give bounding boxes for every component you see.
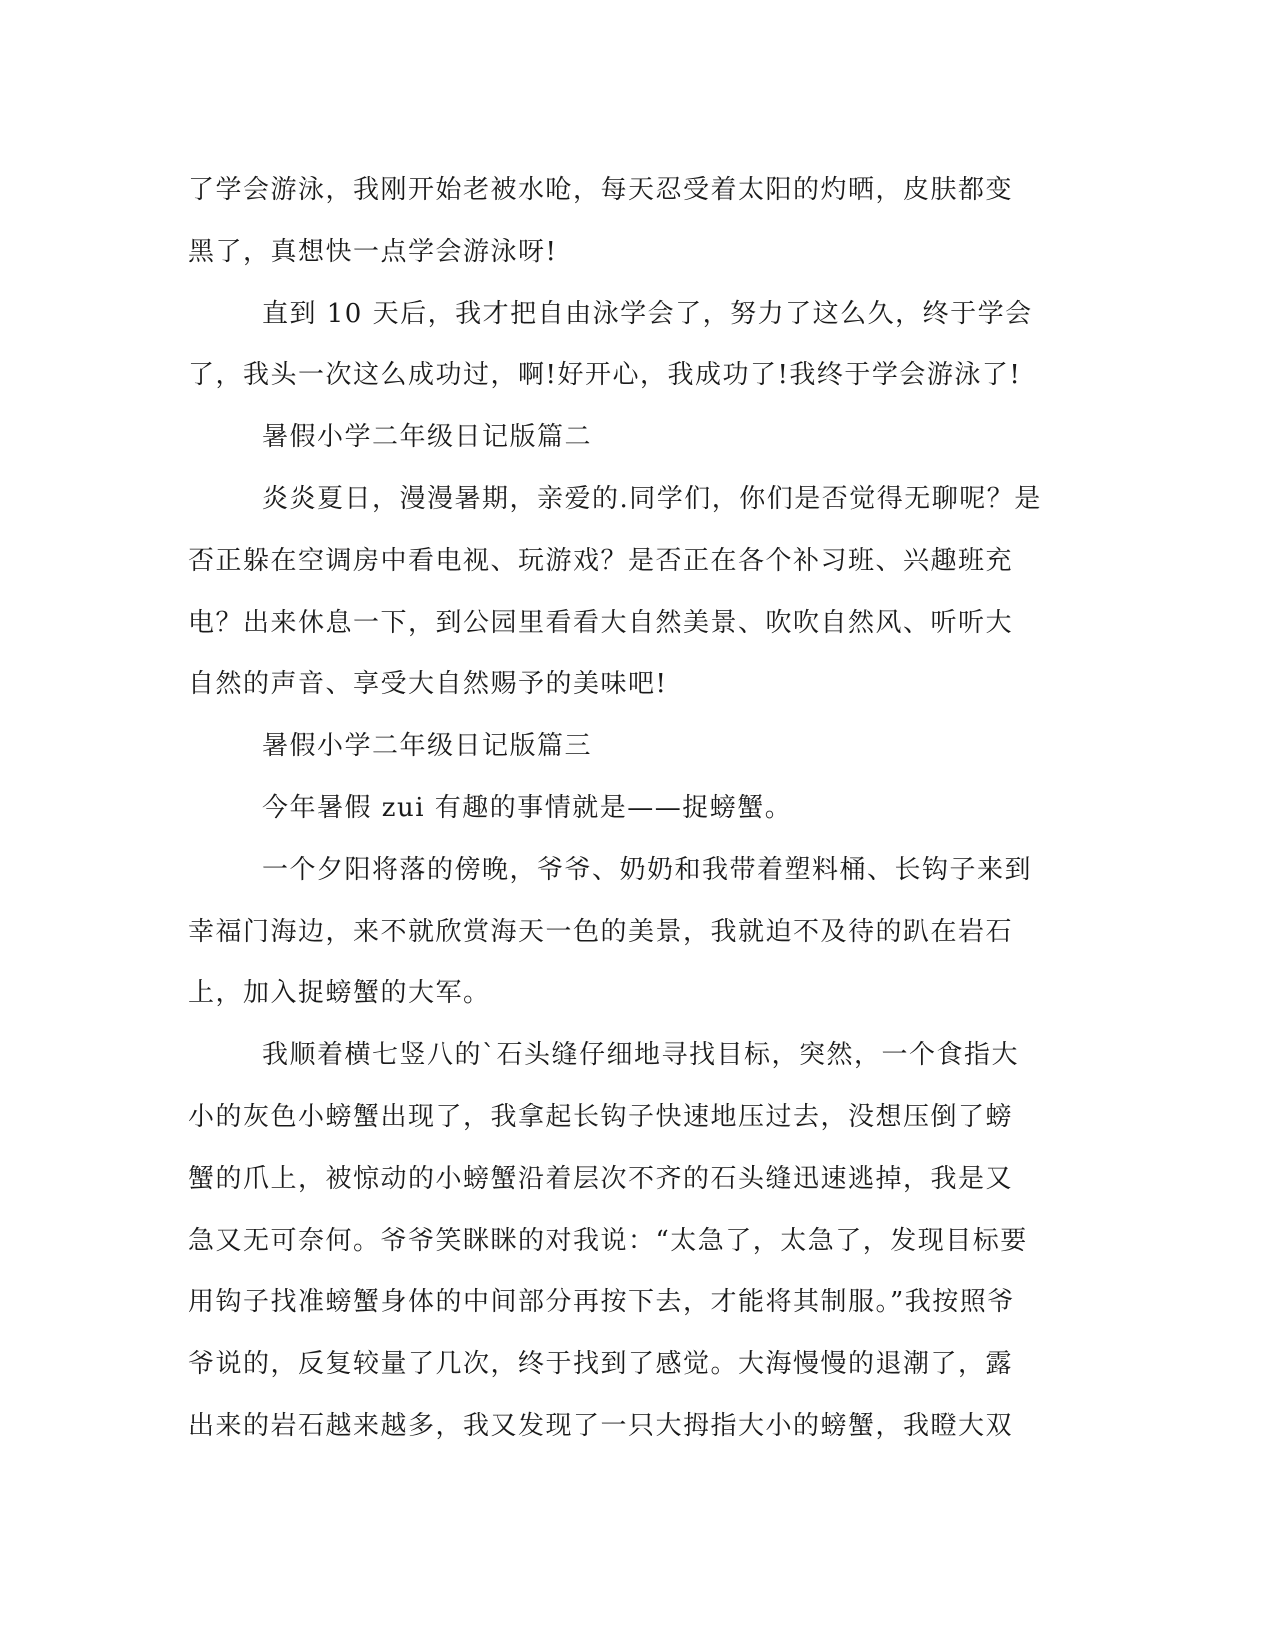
paragraph-start-line: 今年暑假 zui 有趣的事情就是——捉螃蟹。 (262, 792, 793, 823)
paragraph-start-line: 一个夕阳将落的傍晚，爷爷、奶奶和我带着塑料桶、长钩子来到 (262, 854, 1033, 885)
section-heading-part-two: 暑假小学二年级日记版篇二 (262, 422, 593, 453)
text-line: 蟹的爪上，被惊动的小螃蟹沿着层次不齐的石头缝迅速逃掉，我是又 (188, 1163, 1014, 1194)
paragraph-start-line: 我顺着横七竖八的`石头缝仔细地寻找目标，突然，一个食指大 (262, 1040, 1020, 1071)
text-line: 了学会游泳，我刚开始老被水呛，每天忍受着太阳的灼晒，皮肤都变 (188, 175, 1014, 205)
text-line: 自然的声音、享受大自然赐予的美味吧! (188, 669, 668, 700)
text-line: 了，我头一次这么成功过，啊!好开心，我成功了!我终于学会游泳了! (188, 360, 1022, 391)
text-line: 否正躲在空调房中看电视、玩游戏？是否正在各个补习班、兴趣班充 (188, 545, 1014, 576)
text-line: 上，加入捉螃蟹的大军。 (188, 978, 491, 1009)
text-line: 出来的岩石越来越多，我又发现了一只大拇指大小的螃蟹，我瞪大双 (188, 1410, 1014, 1441)
text-line: 小的灰色小螃蟹出现了，我拿起长钩子快速地压过去，没想压倒了螃 (188, 1101, 1014, 1132)
text-line: 电？出来休息一下，到公园里看看大自然美景、吹吹自然风、听听大 (188, 607, 1014, 638)
document-body (188, 160, 1088, 1458)
text-line: 急又无可奈何。爷爷笑眯眯的对我说：“太急了，太急了，发现目标要 (188, 1225, 1028, 1256)
text-line: 黑了，真想快一点学会游泳呀! (188, 236, 558, 267)
paragraph-start-line: 炎炎夏日，漫漫暑期，亲爱的.同学们，你们是否觉得无聊呢？是 (262, 483, 1042, 514)
section-heading-part-three: 暑假小学二年级日记版篇三 (262, 731, 593, 762)
text-line: 爷说的，反复较量了几次，终于找到了感觉。大海慢慢的退潮了，露 (188, 1349, 1014, 1380)
paragraph-start-line: 直到 10 天后，我才把自由泳学会了，努力了这么久，终于学会 (262, 298, 1033, 329)
text-line: 幸福门海边，来不就欣赏海天一色的美景，我就迫不及待的趴在岩石 (188, 916, 1014, 947)
text-line: 用钩子找准螃蟹身体的中间部分再按下去，才能将其制服。”我按照爷 (188, 1287, 1015, 1318)
